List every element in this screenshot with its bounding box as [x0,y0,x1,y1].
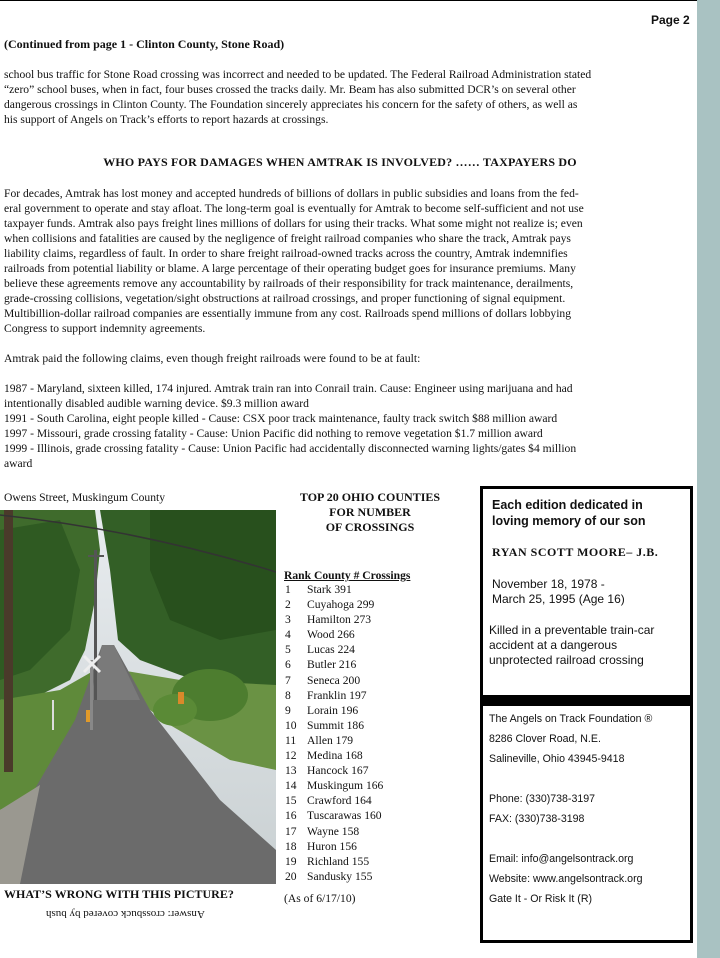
counties-title [284,490,456,535]
county-rank: 19 [285,854,297,868]
county-row [284,839,474,854]
photo-caption: Owens Street, Muskingum County [4,491,166,504]
photo-answer-upside-down: Answer: crossbuck covered by bush [46,908,205,920]
county-rank: 7 [285,673,291,687]
intro-line: his support of Angels on Track’s efforts to report hazards at crossings. [4,113,329,126]
body-line: when collisions and fatalities are caused by the negligence of freight railroad companies who share the track, Amtrak pays [4,232,571,245]
county-row [284,657,474,672]
county-row [284,763,474,778]
claim-line: 1991 - South Carolina, eight people killed - Cause: CSX poor track maintenance, faulty track switch $88 million award [4,412,558,425]
article-body [4,186,688,336]
memorial-desc-line: accident at a dangerous [489,638,618,652]
claims-intro: Amtrak paid the following claims, even though freight railroads were found to be at fault: [4,352,421,365]
body-line: grade-crossing collisions, vegetation/sight obstructions at railroad crossings, and proper functioning of signal equipment. [4,292,566,305]
county-rank: 6 [285,658,291,672]
county-rank: 17 [285,824,297,838]
county-entry: Cuyahoga 299 [307,598,375,612]
claim-line: 1997 - Missouri, grade crossing fatality - Cause: Union Pacific did nothing to remove vegetation $1.7 million award [4,427,543,440]
county-row [284,642,474,657]
county-rank: 9 [285,703,291,717]
article-heading: WHO PAYS FOR DAMAGES WHEN AMTRAK IS INVOLVED? …… TAXPAYERS DO [103,155,577,169]
contact-phone: Phone: (330)738-3197 [489,793,596,805]
county-entry: Tuscarawas 160 [307,809,382,823]
photo-question: WHAT’S WRONG WITH THIS PICTURE? [4,887,234,901]
contact-address-line2: Salineville, Ohio 43945-9418 [489,753,625,765]
top-rule [0,0,697,1]
memorial-title-line: Each edition dedicated in [492,498,643,512]
contact-fax: FAX: (330)738-3198 [489,813,585,825]
county-entry: Allen 179 [307,733,354,747]
claim-line: award [4,457,33,470]
claims-list [4,381,688,471]
county-rank: 12 [285,749,297,763]
county-entry: Sandusky 155 [307,869,373,883]
county-entry: Wood 266 [307,628,355,642]
counties-title-line: FOR NUMBER [329,505,411,519]
county-row [284,824,474,839]
county-entry: Medina 168 [307,749,363,763]
county-entry: Stark 391 [307,583,352,596]
county-entry: Muskingum 166 [307,779,384,793]
county-entry: Hamilton 273 [307,613,372,627]
contact-org: The Angels on Track Foundation ® [489,713,653,725]
body-line: railroads from potential liability or blame. A large percentage of their operating budget goes for insurance premiums. Many [4,262,576,275]
county-row [284,688,474,703]
body-line: Congress to support indemnity agreements. [4,322,206,335]
counties-header: Rank County # Crossings [284,569,411,582]
county-entry: Hancock 167 [307,764,369,778]
county-rank: 20 [285,869,297,883]
memorial-date-line: March 25, 1995 (Age 16) [492,592,625,606]
county-row [284,718,474,733]
body-line: liability claims, regardless of fault. In order to share freight railroad-owned tracks across the country, Amtrak indemnifies [4,247,568,260]
county-entry: Huron 156 [307,839,357,853]
memorial-name: RYAN SCOTT MOORE– J.B. [492,545,659,559]
county-row [284,854,474,869]
counties-title-line: OF CROSSINGS [325,520,415,534]
intro-line: “zero” school buses, when in fact, four buses crossed the tracks daily. Mr. Beam has also submitted DCR’s on several other [4,83,576,96]
county-row [284,627,474,642]
county-row [284,748,474,763]
county-rank: 1 [285,583,291,596]
counties-list [284,490,474,905]
county-entry: Crawford 164 [307,794,372,808]
county-rank: 13 [285,764,297,778]
contact-slogan: Gate It - Or Risk It (R) [489,893,592,905]
body-line: Multibillion-dollar railroad companies are essentially immune from any cost. Railroads spend millions of dollars lobbying [4,307,572,320]
intro-paragraph [4,67,688,127]
memorial-title [492,497,646,529]
contact-box [480,698,693,943]
county-rank: 14 [285,779,297,793]
county-rank: 8 [285,688,291,702]
county-rank: 2 [285,598,291,612]
page-sidebar-strip [697,0,720,958]
county-rank: 3 [285,613,291,627]
memorial-desc-line: Killed in a preventable train-car [489,623,655,637]
county-entry: Seneca 200 [307,673,361,687]
county-rank: 18 [285,839,297,853]
county-row [284,612,474,627]
county-rank: 10 [285,718,297,732]
county-rank: 4 [285,628,291,642]
county-row [284,582,474,597]
page-number: Page 2 [651,13,690,27]
memorial-desc-line: unprotected railroad crossing [489,653,644,667]
continued-label: (Continued from page 1 - Clinton County, Stone Road) [4,37,285,51]
county-entry: Franklin 197 [307,688,367,702]
crossing-photo [0,510,276,884]
contact-website[interactable]: Website: www.angelsontrack.org [489,873,643,885]
county-row [284,793,474,808]
county-entry: Richland 155 [307,854,370,868]
memorial-dates [492,577,625,607]
counties-title-line: TOP 20 OHIO COUNTIES [299,490,441,504]
memorial-description [489,623,654,668]
county-entry: Butler 216 [307,658,357,672]
contact-address-line1: 8286 Clover Road, N.E. [489,733,601,745]
intro-line: dangerous crossings in Clinton County. The Foundation sincerely appreciates his concern for the safety of others, as well as [4,98,578,111]
contact-email[interactable]: Email: info@angelsontrack.org [489,853,634,865]
memorial-title-line: loving memory of our son [492,514,646,528]
memorial-date-line: November 18, 1978 - [492,577,605,591]
counties-as-of: (As of 6/17/10) [284,891,356,905]
county-row [284,778,474,793]
body-line: eral government to operate and stay afloat. The long-term goal is eventually for Amtrak to become self-sufficient and not use [4,202,584,215]
claim-line: intentionally disabled audible warning device. $9.3 million award [4,397,309,410]
body-line: taxpayer funds. Amtrak also pays freight lines millions of dollars for using their tracks. What some might not realize is; even [4,217,583,230]
county-row [284,597,474,612]
county-row [284,673,474,688]
intro-line: school bus traffic for Stone Road crossing was incorrect and needed to be updated. The Federal Railroad Administration stated [4,68,592,81]
memorial-box [480,486,693,698]
county-entry: Summit 186 [307,718,365,732]
body-line: For decades, Amtrak has lost money and accepted hundreds of billions of dollars in public subsidies and loans from the fed- [4,187,579,200]
county-row [284,733,474,748]
county-rank: 5 [285,643,291,657]
body-line: believe these agreements remove any accountability by railroads of their responsibility for track maintenance, derailments, [4,277,574,290]
county-entry: Lorain 196 [307,703,359,717]
county-entry: Lucas 224 [307,643,355,657]
county-rank: 16 [285,809,297,823]
county-row [284,808,474,823]
county-row [284,869,474,884]
claim-line: 1987 - Maryland, sixteen killed, 174 injured. Amtrak train ran into Conrail train. Cause: Engineer using marijuana and had [4,382,573,395]
county-rank: 15 [285,794,297,808]
county-row [284,703,474,718]
county-entry: Wayne 158 [307,824,360,838]
county-rank: 11 [285,733,297,747]
claim-line: 1999 - Illinois, grade crossing fatality - Cause: Union Pacific had accidentally disconnected warning lights/gates $4 million [4,442,577,455]
